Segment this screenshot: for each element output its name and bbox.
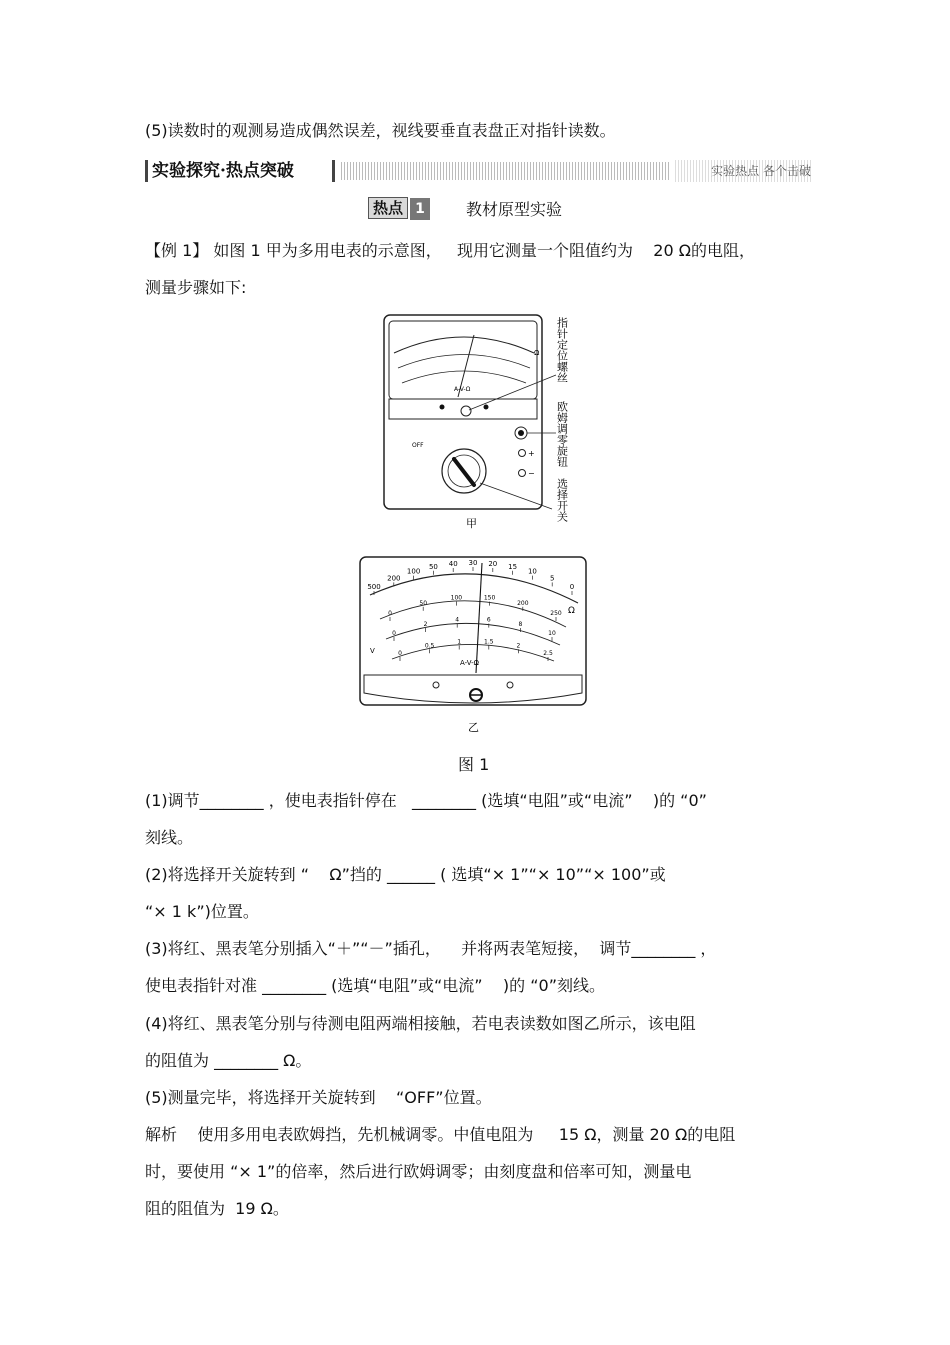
text-line: (3)将红、黑表笔分别插入“＋”“－”插孔， 并将两表笔短接， 调节________ ， bbox=[145, 939, 717, 958]
banner-divider bbox=[341, 162, 671, 180]
meter-jia bbox=[384, 315, 556, 530]
ohm-scale-label: 500 bbox=[367, 583, 381, 591]
low-scale-label: 2 bbox=[423, 621, 428, 628]
section-banner bbox=[145, 160, 811, 182]
callout-selector-switch: 选择开关 bbox=[555, 478, 569, 522]
dc-scale-label: 100 bbox=[450, 594, 463, 602]
hotspot-tag: 热点 bbox=[368, 197, 408, 219]
low-scale-label: 4 bbox=[455, 616, 460, 624]
label-yi: 乙 bbox=[468, 721, 479, 734]
ohm-scale-label: 10 bbox=[527, 567, 537, 576]
text-line: 测量步骤如下: bbox=[145, 278, 247, 297]
ohm-scale-label: 50 bbox=[428, 562, 438, 571]
ac-scale-label: 1 bbox=[457, 638, 462, 646]
off-label: OFF bbox=[412, 442, 424, 449]
text-line: (1)调节________ ，使电表指针停在 ________ (选填“电阻”或“电流” )的 “0” bbox=[145, 791, 707, 810]
low-scale-label: 10 bbox=[548, 630, 556, 637]
callout-pointer-screw: 指针定位螺丝 bbox=[555, 317, 569, 383]
ohm-scale-label: 100 bbox=[406, 567, 421, 576]
hotspot-badge bbox=[368, 197, 430, 219]
text-line: 阻的阻值为 19 Ω。 bbox=[145, 1199, 289, 1218]
ohm-scale-label: 15 bbox=[508, 562, 518, 571]
text-line: 解析 使用多用电表欧姆挡，先机械调零。中值电阻为 15 Ω，测量 20 Ω的电阻 bbox=[145, 1125, 736, 1144]
scale-label-yi: A-V-Ω bbox=[460, 659, 480, 667]
plus-label: + bbox=[528, 449, 535, 458]
ac-scale-label: 2 bbox=[516, 642, 521, 650]
text-line: (5)测量完毕，将选择开关旋转到 “OFF”位置。 bbox=[145, 1088, 492, 1107]
dc-scale-label: 250 bbox=[550, 610, 562, 617]
text-line: (5)读数时的观测易造成偶然误差，视线要垂直表盘正对指针读数。 bbox=[145, 121, 616, 140]
ac-scale-label: 0 bbox=[398, 650, 402, 657]
multimeter-figure bbox=[356, 313, 592, 736]
text-line: (4)将红、黑表笔分别与待测电阻两端相接触，若电表读数如图乙所示，该电阻 bbox=[145, 1014, 696, 1033]
dc-scale-label: 50 bbox=[419, 599, 428, 607]
minus-label: − bbox=[528, 469, 535, 478]
hotspot-title: 教材原型实验 bbox=[466, 200, 563, 219]
ohm-scale-label: 20 bbox=[488, 560, 498, 568]
text-line: (2)将选择开关旋转到 “ Ω”挡的 ______ ( 选填“× 1”“× 10”“× 100”或 bbox=[145, 865, 666, 884]
figure-caption: 图 1 bbox=[458, 755, 490, 774]
low-scale-label: 0 bbox=[392, 630, 396, 637]
v-unit-yi: V bbox=[370, 647, 375, 655]
ohm-scale-label: 200 bbox=[387, 574, 401, 583]
dc-scale-label: 150 bbox=[483, 594, 496, 602]
label-jia: 甲 bbox=[466, 517, 477, 530]
text-line: 【例 1】 如图 1 甲为多用电表的示意图， 现用它测量一个阻值约为 20 Ω的电阻， bbox=[145, 241, 755, 260]
low-scale-label: 6 bbox=[486, 616, 491, 624]
text-line: 刻线。 bbox=[145, 828, 194, 847]
text-line: “× 1 k”)位置。 bbox=[145, 902, 259, 921]
ohm-scale-label: 5 bbox=[549, 574, 555, 583]
text-line: 的阻值为 ________ Ω。 bbox=[145, 1051, 312, 1070]
ohm-scale-label: 30 bbox=[468, 559, 478, 567]
callout-ohm-zero-knob: 欧姆调零旋钮 bbox=[555, 401, 569, 467]
banner-title: 实验探究·热点突破 bbox=[145, 160, 335, 182]
scale-label-jia: A-V-Ω bbox=[454, 386, 471, 393]
ohm-scale-label: 40 bbox=[448, 560, 458, 568]
text-line: 时，要使用 “× 1”的倍率，然后进行欧姆调零；由刻度盘和倍率可知，测量电 bbox=[145, 1162, 692, 1181]
omega-unit-jia: Ω bbox=[534, 349, 540, 357]
hotspot-number: 1 bbox=[410, 198, 430, 220]
dc-scale-label: 0 bbox=[388, 610, 392, 617]
text-line: 使电表指针对准 ________ (选填“电阻”或“电流” )的 “0”刻线。 bbox=[145, 976, 606, 995]
ac-scale-label: 0.5 bbox=[424, 642, 435, 650]
ohm-scale-label: 0 bbox=[569, 583, 575, 591]
ac-scale-label: 2.5 bbox=[543, 650, 553, 657]
low-scale-label: 8 bbox=[518, 621, 523, 628]
dc-scale-label: 200 bbox=[517, 599, 529, 607]
omega-unit-yi: Ω bbox=[568, 606, 575, 616]
ac-scale-label: 1.5 bbox=[484, 638, 494, 646]
banner-subtitle: 实验热点 各个击破 bbox=[675, 160, 811, 182]
callouts bbox=[556, 316, 569, 522]
